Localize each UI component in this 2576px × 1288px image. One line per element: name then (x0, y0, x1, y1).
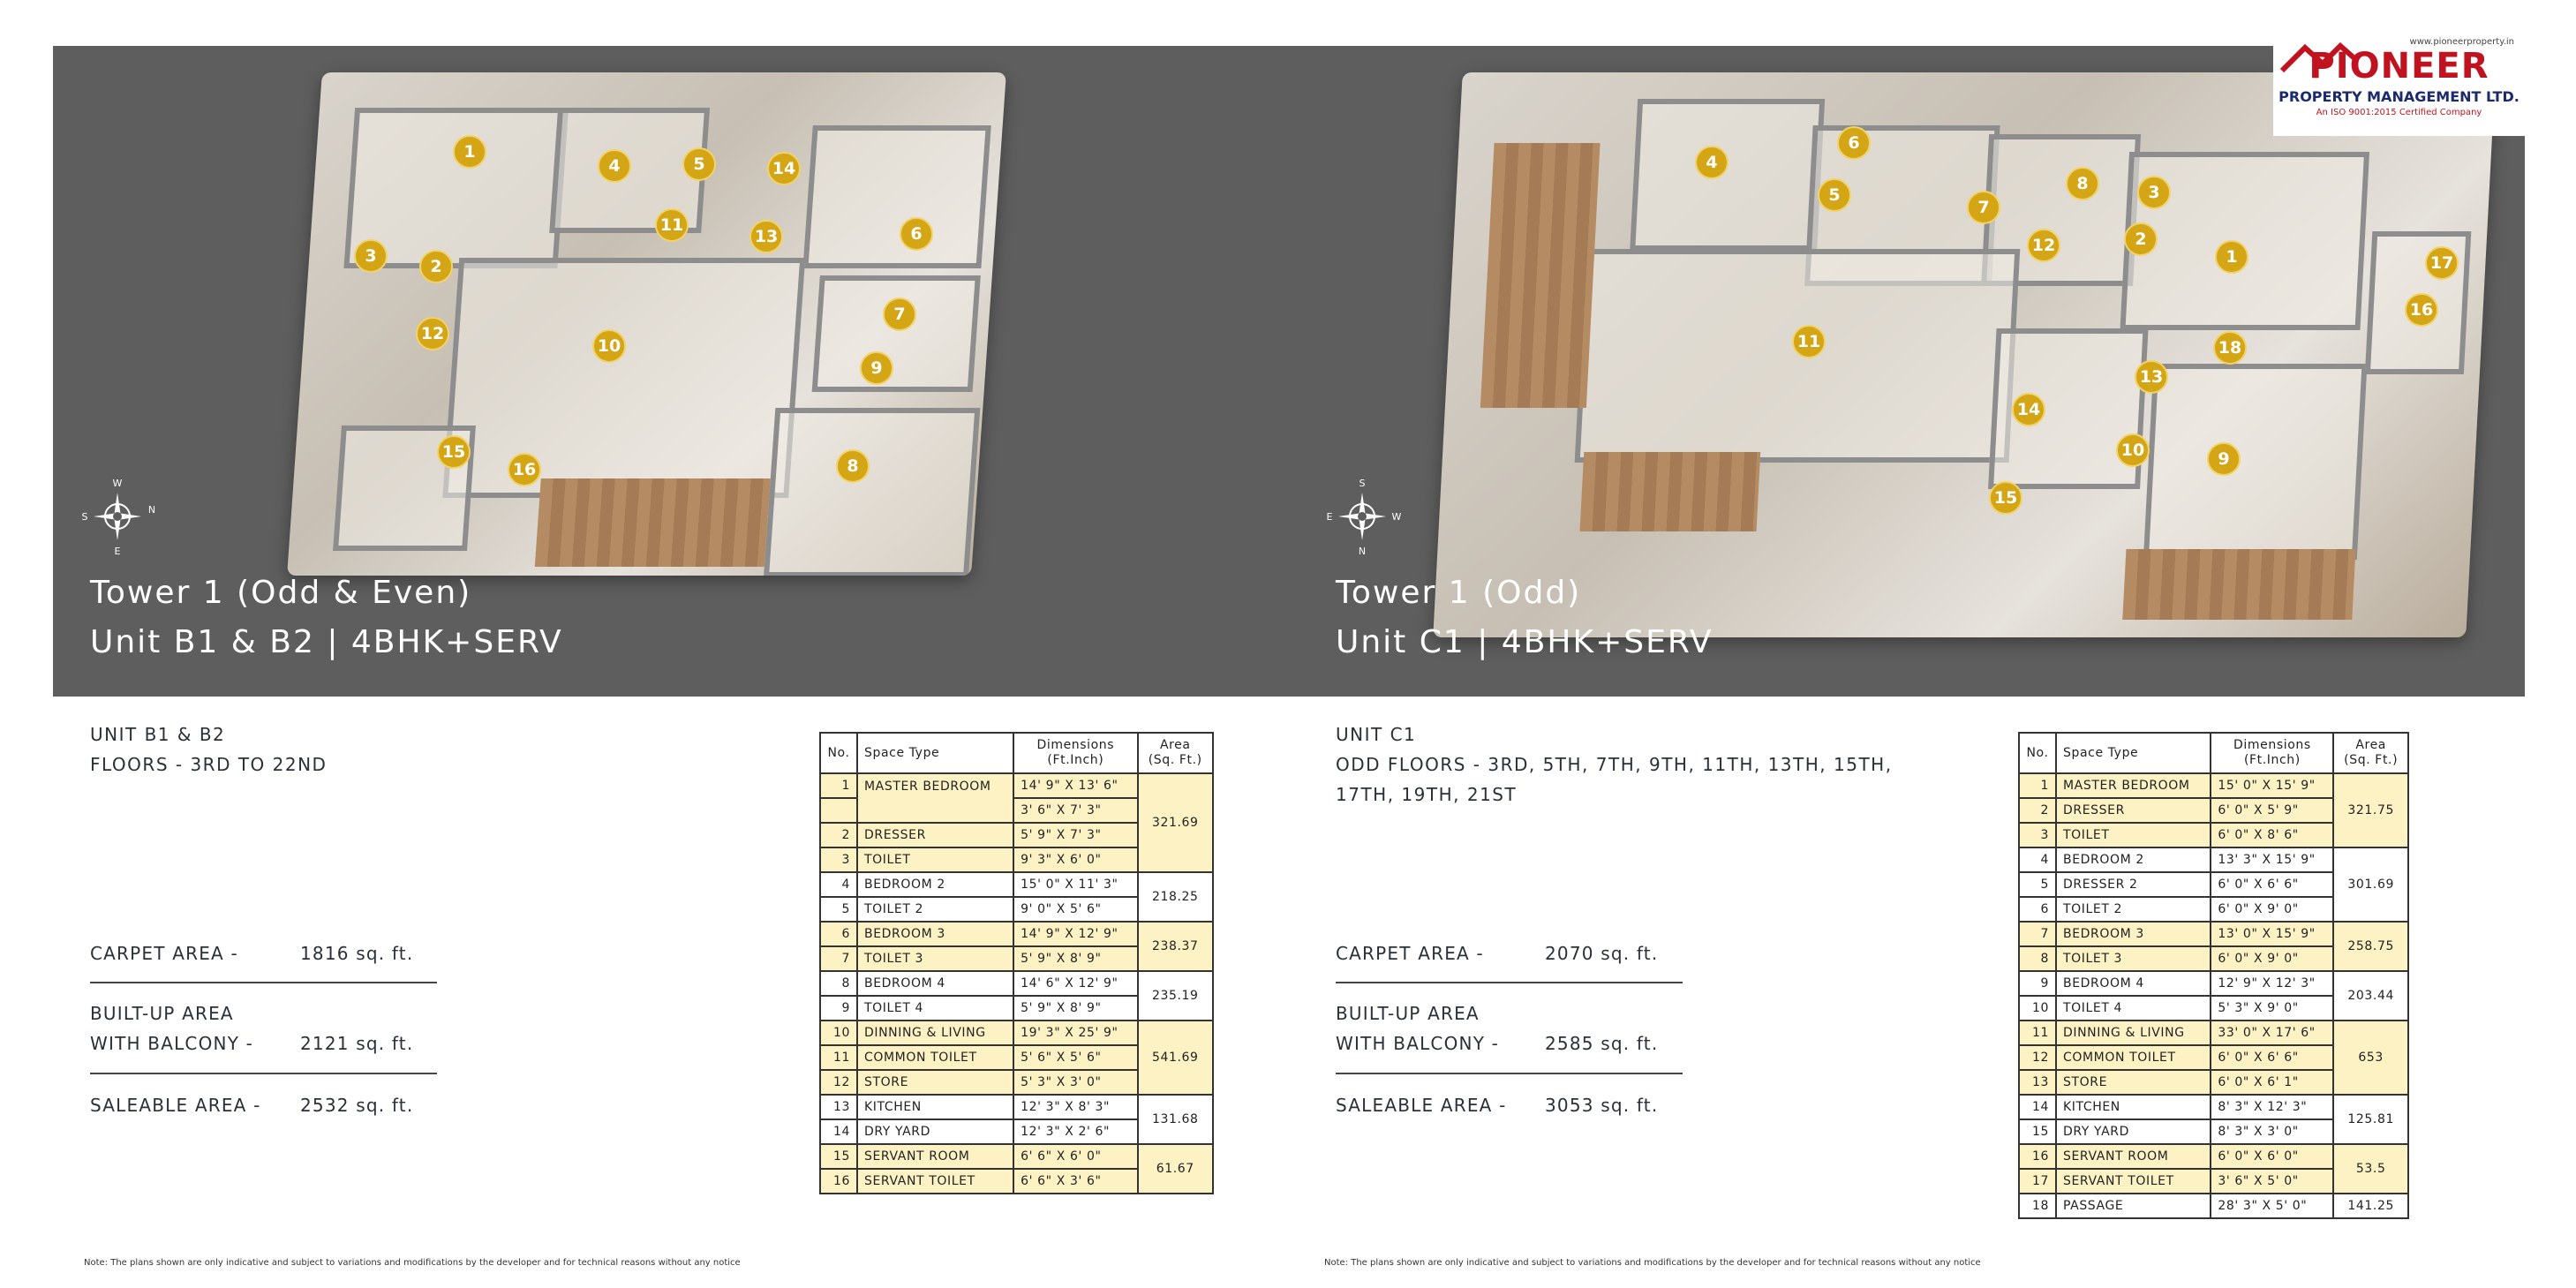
right-saleable-value: 3053 sq. ft. (1545, 1095, 1659, 1116)
table-row: 16 SERVANT ROOM 6' 0" X 6' 0" 53.5 (2019, 1144, 2408, 1169)
right-room-marker-8: 8 (2066, 167, 2099, 200)
table-row: 5 TOILET 2 9' 0" X 5' 6" (820, 897, 1213, 922)
left-builtup-label2: WITH BALCONY - (90, 1033, 254, 1054)
table-row: 3' 6" X 7' 3" (820, 798, 1213, 823)
right-builtup-value: 2585 sq. ft. (1545, 1033, 1659, 1054)
right-rule-2 (1336, 1073, 1683, 1074)
left-room-marker-14: 14 (767, 152, 801, 185)
right-th-space: Space Type (2056, 733, 2211, 773)
right-saleable-label: SALEABLE AREA - (1336, 1095, 1507, 1116)
left-room-marker-2: 2 (419, 250, 453, 283)
table-row: 10 TOILET 4 5' 3" X 9' 0" (2019, 996, 2408, 1021)
left-room-marker-13: 13 (749, 220, 783, 253)
tower-title-left (90, 569, 563, 667)
right-th-no: No. (2019, 733, 2056, 773)
compass-right-right: W (1391, 511, 1402, 523)
table-row: 8 BEDROOM 4 14' 6" X 12' 9" 235.19 (820, 971, 1213, 996)
table-row: 12 COMMON TOILET 6' 0" X 6' 6" (2019, 1045, 2408, 1070)
table-row: 10 DINNING & LIVING 19' 3" X 25' 9" 541.69 (820, 1021, 1213, 1045)
right-room-marker-7: 7 (1967, 191, 2000, 224)
logo-subtitle: PROPERTY MANAGEMENT LTD. (2278, 88, 2520, 105)
compass-left-bottom: E (114, 546, 121, 556)
table-row: 9 BEDROOM 4 12' 9" X 12' 3" 203.44 (2019, 971, 2408, 996)
left-carpet-label: CARPET AREA - (90, 943, 238, 964)
table-row: 11 DINNING & LIVING 33' 0" X 17' 6" 653 (2019, 1021, 2408, 1045)
table-row: 1 MASTER BEDROOM 15' 0" X 15' 9" 321.75 (2019, 773, 2408, 798)
compass-left-right: N (147, 504, 156, 516)
table-row: 7 TOILET 3 5' 9" X 8' 9" (820, 946, 1213, 971)
compass-left-top: W (112, 478, 123, 489)
compass-right-left: E (1326, 511, 1333, 523)
left-saleable-label: SALEABLE AREA - (90, 1095, 261, 1116)
left-room-marker-8: 8 (836, 449, 870, 483)
left-th-area: Area (Sq. Ft.) (1138, 733, 1214, 773)
left-floors: FLOORS - 3RD TO 22ND (90, 754, 328, 775)
left-saleable-value: 2532 sq. ft. (300, 1095, 414, 1116)
left-room-marker-10: 10 (592, 329, 626, 363)
right-room-marker-13: 13 (2135, 360, 2168, 394)
right-unit-info (1336, 719, 1893, 810)
disclaimer-left: Note: The plans shown are only indicative and subject to variations and modifications by the developer and for technical reasons without any notice (84, 1258, 741, 1268)
right-title-line2: Unit C1 | 4BHK+SERV (1336, 624, 1714, 660)
logo-url: www.pioneerproperty.in (2409, 37, 2514, 47)
right-room-marker-12: 12 (2027, 229, 2060, 262)
right-room-marker-9: 9 (2207, 442, 2241, 476)
table-row: 3 TOILET 6' 0" X 8' 6" (2019, 823, 2408, 847)
right-room-marker-5: 5 (1818, 178, 1851, 212)
table-row: 18 PASSAGE 28' 3" X 5' 0" 141.25 (2019, 1194, 2408, 1218)
table-row: 13 KITCHEN 12' 3" X 8' 3" 131.68 (820, 1095, 1213, 1119)
right-room-marker-10: 10 (2116, 433, 2150, 467)
compass-right-bottom: N (1358, 546, 1367, 556)
left-unit-label: UNIT B1 & B2 (90, 724, 226, 745)
left-space-table (819, 732, 1214, 1194)
table-row: 14 KITCHEN 8' 3" X 12' 3" 125.81 (2019, 1095, 2408, 1119)
table-row: 5 DRESSER 2 6' 0" X 6' 6" (2019, 872, 2408, 897)
table-row: 14 DRY YARD 12' 3" X 2' 6" (820, 1119, 1213, 1144)
left-room-marker-12: 12 (416, 317, 449, 350)
right-floors-line2: 17TH, 19TH, 21ST (1336, 784, 1518, 805)
left-rule-1 (90, 982, 437, 983)
tower-title-right (1336, 569, 1714, 667)
left-room-marker-9: 9 (860, 351, 893, 385)
left-room-marker-3: 3 (354, 239, 388, 273)
compass-right-top: S (1359, 478, 1366, 489)
left-carpet-value: 1816 sq. ft. (300, 943, 414, 964)
table-row: 2 DRESSER 5' 9" X 7' 3" (820, 823, 1213, 847)
table-row: 3 TOILET 9' 3" X 6' 0" (820, 847, 1213, 872)
table-row: 6 BEDROOM 3 14' 9" X 12' 9" 238.37 (820, 922, 1213, 946)
left-room-marker-1: 1 (453, 135, 486, 169)
right-rule-1 (1336, 982, 1683, 983)
table-row: 6 TOILET 2 6' 0" X 9' 0" (2019, 897, 2408, 922)
left-rule-2 (90, 1073, 437, 1074)
right-title-line1: Tower 1 (Odd) (1336, 575, 1582, 611)
right-room-marker-18: 18 (2213, 331, 2247, 365)
table-row: 15 DRY YARD 8' 3" X 3' 0" (2019, 1119, 2408, 1144)
logo-iso: An ISO 9001:2015 Certified Company (2316, 108, 2482, 117)
table-row: 1 MASTER BEDROOM 14' 9" X 13' 6" 321.69 (820, 773, 1213, 798)
right-room-marker-2: 2 (2124, 222, 2158, 256)
left-builtup-label1: BUILT-UP AREA (90, 1003, 234, 1024)
left-unit-info (90, 719, 327, 780)
right-room-marker-15: 15 (1989, 481, 2022, 515)
left-builtup-value: 2121 sq. ft. (300, 1033, 414, 1054)
table-row: 4 BEDROOM 2 13' 3" X 15' 9" 301.69 (2019, 847, 2408, 872)
right-th-area: Area (Sq. Ft.) (2333, 733, 2408, 773)
table-row: 15 SERVANT ROOM 6' 6" X 6' 0" 61.67 (820, 1144, 1213, 1169)
logo-name: PIONEER (2309, 46, 2489, 87)
left-room-marker-4: 4 (598, 149, 631, 183)
right-room-marker-1: 1 (2215, 240, 2248, 274)
table-row: 11 COMMON TOILET 5' 6" X 5' 6" (820, 1045, 1213, 1070)
right-room-marker-14: 14 (2012, 393, 2045, 426)
left-room-marker-16: 16 (508, 453, 541, 486)
right-room-marker-17: 17 (2425, 246, 2459, 280)
table-row: 7 BEDROOM 3 13' 0" X 15' 9" 258.75 (2019, 922, 2408, 946)
right-floors-line1: ODD FLOORS - 3RD, 5TH, 7TH, 9TH, 11TH, 13TH, 15TH, (1336, 754, 1893, 775)
right-room-marker-16: 16 (2405, 293, 2438, 327)
right-room-marker-11: 11 (1792, 325, 1826, 358)
right-unit-label: UNIT C1 (1336, 724, 1417, 745)
compass-right-icon (1322, 477, 1402, 556)
compass-left-icon (78, 477, 157, 556)
table-row: 4 BEDROOM 2 15' 0" X 11' 3" 218.25 (820, 872, 1213, 897)
compass-left-left: S (81, 511, 88, 523)
left-th-space: Space Type (857, 733, 1013, 773)
right-space-table (2018, 732, 2409, 1219)
table-row: 17 SERVANT TOILET 3' 6" X 5' 0" (2019, 1169, 2408, 1194)
table-row: 13 STORE 6' 0" X 6' 1" (2019, 1070, 2408, 1095)
table-row: 16 SERVANT TOILET 6' 6" X 3' 6" (820, 1169, 1213, 1194)
right-room-marker-4: 4 (1695, 146, 1729, 179)
table-row: 2 DRESSER 6' 0" X 5' 9" (2019, 798, 2408, 823)
table-row: 8 TOILET 3 6' 0" X 9' 0" (2019, 946, 2408, 971)
right-room-marker-3: 3 (2137, 176, 2171, 209)
left-room-marker-7: 7 (883, 298, 916, 331)
right-builtup-label2: WITH BALCONY - (1336, 1033, 1500, 1054)
left-title-line2: Unit B1 & B2 | 4BHK+SERV (90, 624, 563, 660)
floor-plan-c1 (1433, 72, 2496, 637)
table-row: 12 STORE 5' 3" X 3' 0" (820, 1070, 1213, 1095)
right-carpet-label: CARPET AREA - (1336, 943, 1484, 964)
right-carpet-value: 2070 sq. ft. (1545, 943, 1659, 964)
right-th-dim: Dimensions (Ft.Inch) (2211, 733, 2333, 773)
left-room-marker-5: 5 (682, 147, 716, 181)
left-room-marker-6: 6 (900, 217, 933, 251)
pioneer-logo (2273, 34, 2525, 136)
right-builtup-label1: BUILT-UP AREA (1336, 1003, 1480, 1024)
left-room-marker-11: 11 (655, 208, 689, 242)
right-room-marker-6: 6 (1837, 126, 1871, 160)
left-room-marker-15: 15 (437, 435, 471, 469)
left-th-no: No. (820, 733, 857, 773)
disclaimer-right: Note: The plans shown are only indicative and subject to variations and modifications by the developer and for technical reasons without any notice (1324, 1258, 1981, 1268)
left-title-line1: Tower 1 (Odd & Even) (90, 575, 472, 611)
left-th-dim: Dimensions (Ft.Inch) (1013, 733, 1137, 773)
table-row: 9 TOILET 4 5' 9" X 8' 9" (820, 996, 1213, 1021)
